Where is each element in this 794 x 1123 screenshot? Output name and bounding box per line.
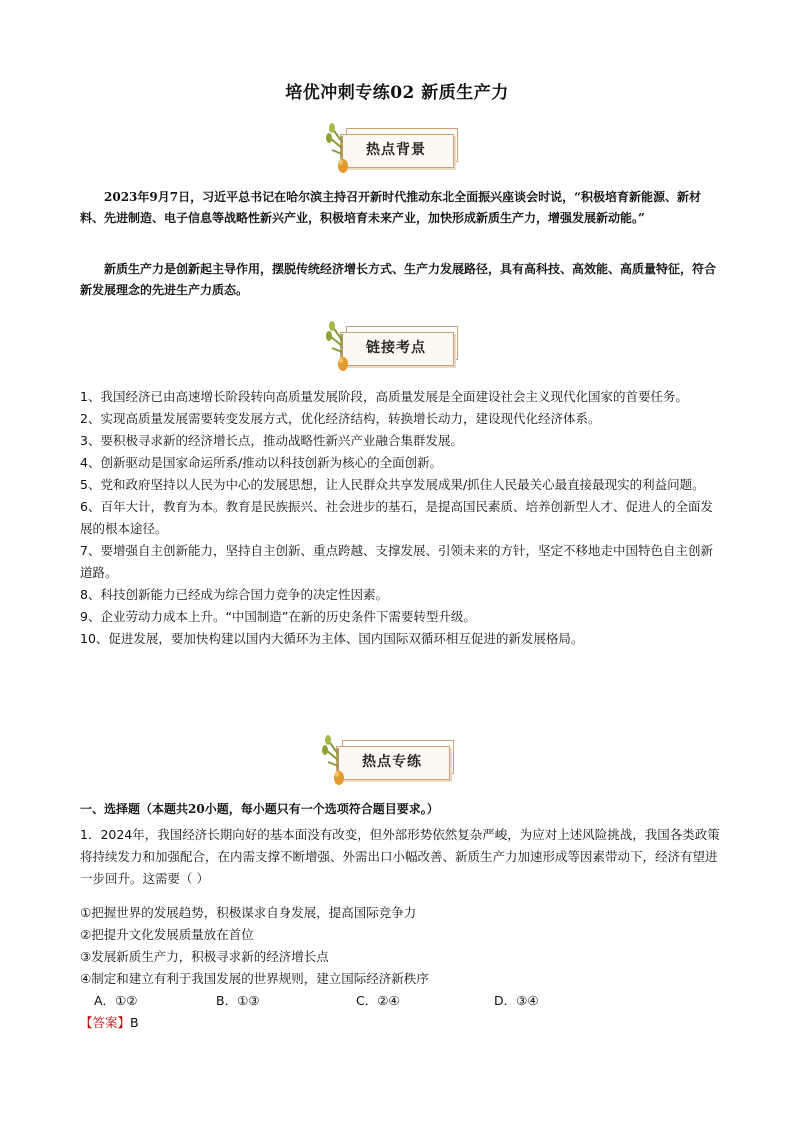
banner-background — [322, 122, 472, 174]
banner-label: 链接考点 — [366, 340, 426, 356]
list-item: 7、要增强自主创新能力，坚持自主创新、重点跨越、支撑发展、引领未来的方针，坚定不移地走中国特色自主创新道路。 — [80, 543, 713, 580]
list-item: 6、百年大计，教育为本。教育是民族振兴、社会进步的基石，是提高国民素质、培养创新型人才、促进人的全面发展的根本途径。 — [80, 499, 713, 536]
list-item: 9、企业劳动力成本上升。“中国制造”在新的历史条件下需要转型升级。 — [80, 609, 476, 624]
list-item: 1、我国经济已由高速增长阶段转向高质量发展阶段，高质量发展是全面建设社会主义现代化国家的首要任务。 — [80, 389, 688, 404]
background-paragraph-1: 2023年9月7日，习近平总书记在哈尔滨主持召开新时代推动东北全面振兴座谈会时说，“积极培育新能源、新材料、先进制造、电子信息等战略性新兴产业，积极培育未来产业，加快形成新质生产力，增强发展新动能。” — [80, 190, 702, 225]
answer-value: B — [130, 1015, 139, 1030]
section-title: 一、选择题（本题共20小题，每小题只有一个选项符合题目要求。） — [80, 802, 439, 816]
list-item: 8、科技创新能力已经成为综合国力竞争的决定性因素。 — [80, 587, 388, 602]
banner-label: 热点背景 — [366, 142, 426, 158]
choice-d: D．③④ — [494, 993, 539, 1008]
page-title: 培优冲刺专练02 新质生产力 — [285, 83, 509, 103]
background-paragraph-2: 新质生产力是创新起主导作用，摆脱传统经济增长方式、生产力发展路径，具有高科技、高效能、高质量特征，符合新发展理念的先进生产力质态。 — [80, 262, 717, 297]
option-statement-2: ②把提升文化发展质量放在首位 — [80, 927, 254, 942]
choice-a: A．①② — [94, 993, 138, 1008]
banner-label: 热点专练 — [362, 754, 422, 770]
option-statement-1: ①把握世界的发展趋势，积极谋求自身发展，提高国际竞争力 — [80, 905, 417, 920]
list-item: 3、要积极寻求新的经济增长点，推动战略性新兴产业融合集群发展。 — [80, 433, 463, 448]
banner-practice — [318, 734, 468, 786]
list-item: 5、党和政府坚持以人民为中心的发展思想，让人民群众共享发展成果/抓住人民最关心最直接最现实的利益问题。 — [80, 477, 705, 492]
choice-b: B．①③ — [216, 993, 260, 1008]
choice-c: C．②④ — [356, 993, 400, 1008]
option-statement-4: ④制定和建立有利于我国发展的世界规则，建立国际经济新秩序 — [80, 971, 429, 986]
list-item: 10、促进发展，要加快构建以国内大循环为主体、国内国际双循环相互促进的新发展格局。 — [80, 631, 584, 646]
option-statement-3: ③发展新质生产力，积极寻求新的经济增长点 — [80, 949, 329, 964]
question-stem: 1．2024年，我国经济长期向好的基本面没有改变，但外部形势依然复杂严峻，为应对上述风险挑战，我国各类政策将持续发力和加强配合，在内需支撑不断增强、外需出口小幅改善、新质生产力加速形成等因素带动下，经济有望进一步回升。这需要（ ） — [80, 827, 720, 886]
list-item: 2、实现高质量发展需要转变发展方式，优化经济结构，转换增长动力，建设现代化经济体系。 — [80, 411, 601, 426]
answer-line — [80, 1012, 139, 1034]
banner-points — [322, 320, 472, 372]
points-list — [80, 386, 720, 650]
list-item: 4、创新驱动是国家命运所系/推动以科技创新为核心的全面创新。 — [80, 455, 443, 470]
answer-tag: 【答案】 — [80, 1015, 131, 1030]
